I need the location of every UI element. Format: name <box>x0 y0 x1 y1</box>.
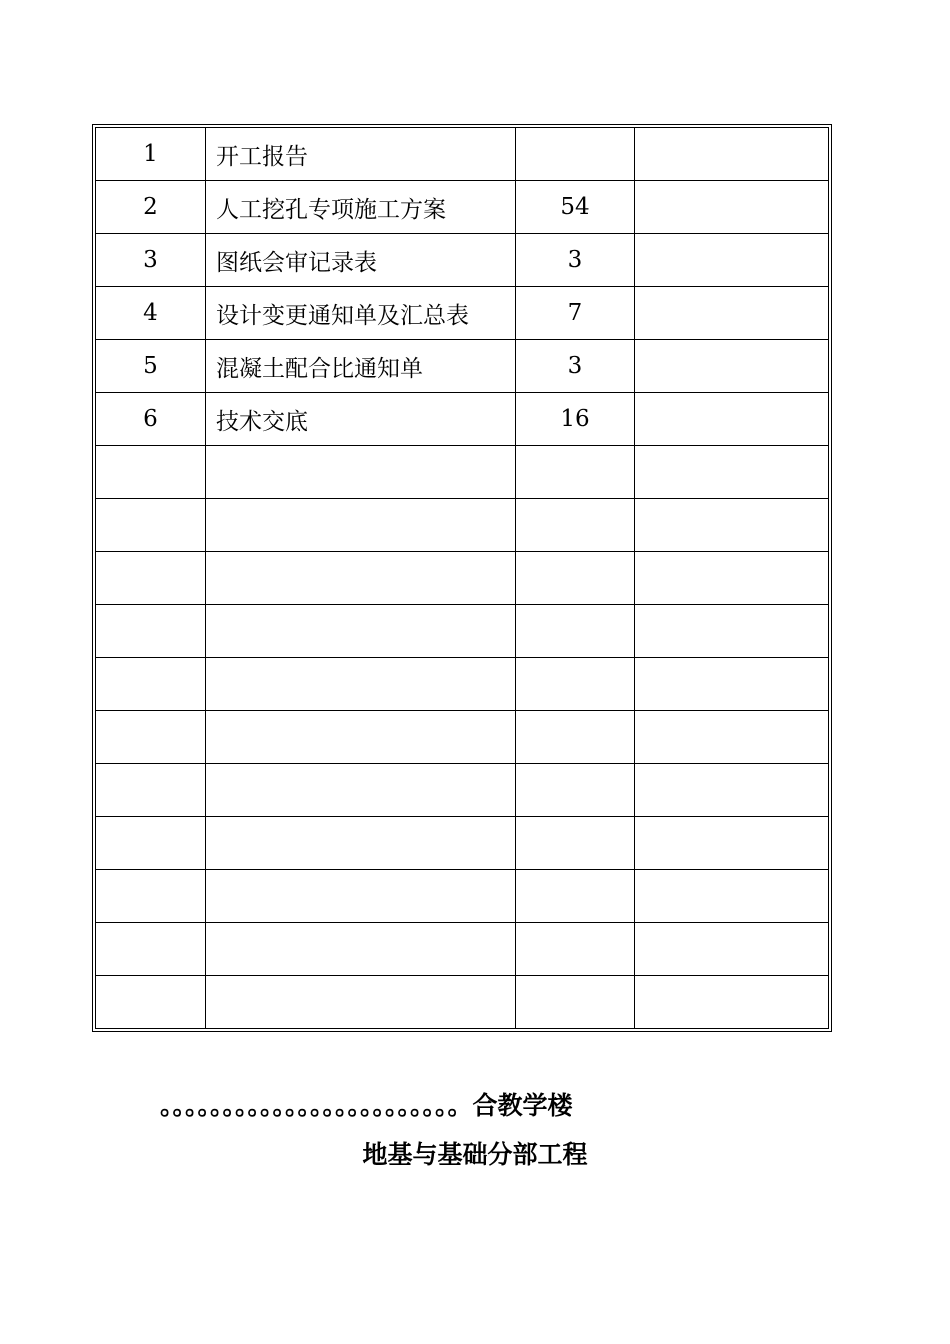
row-number <box>96 870 206 923</box>
row-document-name: 图纸会审记录表 <box>206 234 516 287</box>
row-remark <box>635 817 829 870</box>
row-page-count: 3 <box>516 234 635 287</box>
row-number: 1 <box>96 128 206 181</box>
row-page-count <box>516 764 635 817</box>
row-page-count <box>516 976 635 1029</box>
row-page-count: 54 <box>516 181 635 234</box>
row-number <box>96 817 206 870</box>
table-row <box>96 817 829 870</box>
row-remark <box>635 181 829 234</box>
table-row <box>96 552 829 605</box>
row-number <box>96 552 206 605</box>
row-number: 2 <box>96 181 206 234</box>
row-page-count: 7 <box>516 287 635 340</box>
row-remark <box>635 340 829 393</box>
row-document-name <box>206 976 516 1029</box>
row-document-name <box>206 711 516 764</box>
row-page-count <box>516 128 635 181</box>
row-number <box>96 658 206 711</box>
row-remark <box>635 976 829 1029</box>
row-document-name <box>206 817 516 870</box>
row-remark <box>635 499 829 552</box>
row-remark <box>635 658 829 711</box>
table-row <box>96 870 829 923</box>
row-document-name <box>206 658 516 711</box>
row-remark <box>635 287 829 340</box>
row-number <box>96 764 206 817</box>
row-page-count <box>516 499 635 552</box>
row-remark <box>635 605 829 658</box>
table-row <box>96 711 829 764</box>
row-document-name: 开工报告 <box>206 128 516 181</box>
table-row <box>96 446 829 499</box>
row-page-count <box>516 658 635 711</box>
table-row <box>96 234 829 287</box>
row-remark <box>635 128 829 181</box>
row-page-count <box>516 711 635 764</box>
row-document-name: 设计变更通知单及汇总表 <box>206 287 516 340</box>
row-remark <box>635 870 829 923</box>
footer-dots: 。。。。。。。。。。。。。。。。。。。。。。。。 <box>160 1091 473 1120</box>
table-row <box>96 393 829 446</box>
row-number: 4 <box>96 287 206 340</box>
table-row <box>96 764 829 817</box>
row-page-count <box>516 817 635 870</box>
row-remark <box>635 711 829 764</box>
row-document-name <box>206 605 516 658</box>
row-document-name <box>206 764 516 817</box>
row-page-count <box>516 552 635 605</box>
row-document-name: 混凝土配合比通知单 <box>206 340 516 393</box>
table-row <box>96 658 829 711</box>
table-row <box>96 287 829 340</box>
row-page-count: 16 <box>516 393 635 446</box>
table-row <box>96 128 829 181</box>
table-row <box>96 340 829 393</box>
row-page-count: 3 <box>516 340 635 393</box>
row-page-count <box>516 870 635 923</box>
row-number: 6 <box>96 393 206 446</box>
row-remark <box>635 234 829 287</box>
row-document-name: 技术交底 <box>206 393 516 446</box>
row-number <box>96 499 206 552</box>
table-row <box>96 976 829 1029</box>
footer-project-line <box>160 1086 820 1122</box>
row-number <box>96 605 206 658</box>
table-row <box>96 181 829 234</box>
row-document-name: 人工挖孔专项施工方案 <box>206 181 516 234</box>
table-body <box>96 128 829 1029</box>
row-number <box>96 976 206 1029</box>
row-page-count <box>516 446 635 499</box>
footer-section-title: 地基与基础分部工程 <box>362 1140 588 1169</box>
row-remark <box>635 764 829 817</box>
row-remark <box>635 393 829 446</box>
row-document-name <box>206 923 516 976</box>
row-remark <box>635 923 829 976</box>
table-row <box>96 605 829 658</box>
row-number: 5 <box>96 340 206 393</box>
row-number <box>96 446 206 499</box>
row-number <box>96 923 206 976</box>
row-number: 3 <box>96 234 206 287</box>
row-document-name <box>206 870 516 923</box>
index-table <box>95 127 829 1029</box>
table-row <box>96 499 829 552</box>
row-document-name <box>206 499 516 552</box>
table-row <box>96 923 829 976</box>
row-page-count <box>516 605 635 658</box>
row-document-name <box>206 446 516 499</box>
row-page-count <box>516 923 635 976</box>
row-remark <box>635 446 829 499</box>
row-document-name <box>206 552 516 605</box>
document-index-table <box>92 124 832 1032</box>
row-remark <box>635 552 829 605</box>
footer-project-name: 合教学楼 <box>472 1091 573 1120</box>
row-number <box>96 711 206 764</box>
